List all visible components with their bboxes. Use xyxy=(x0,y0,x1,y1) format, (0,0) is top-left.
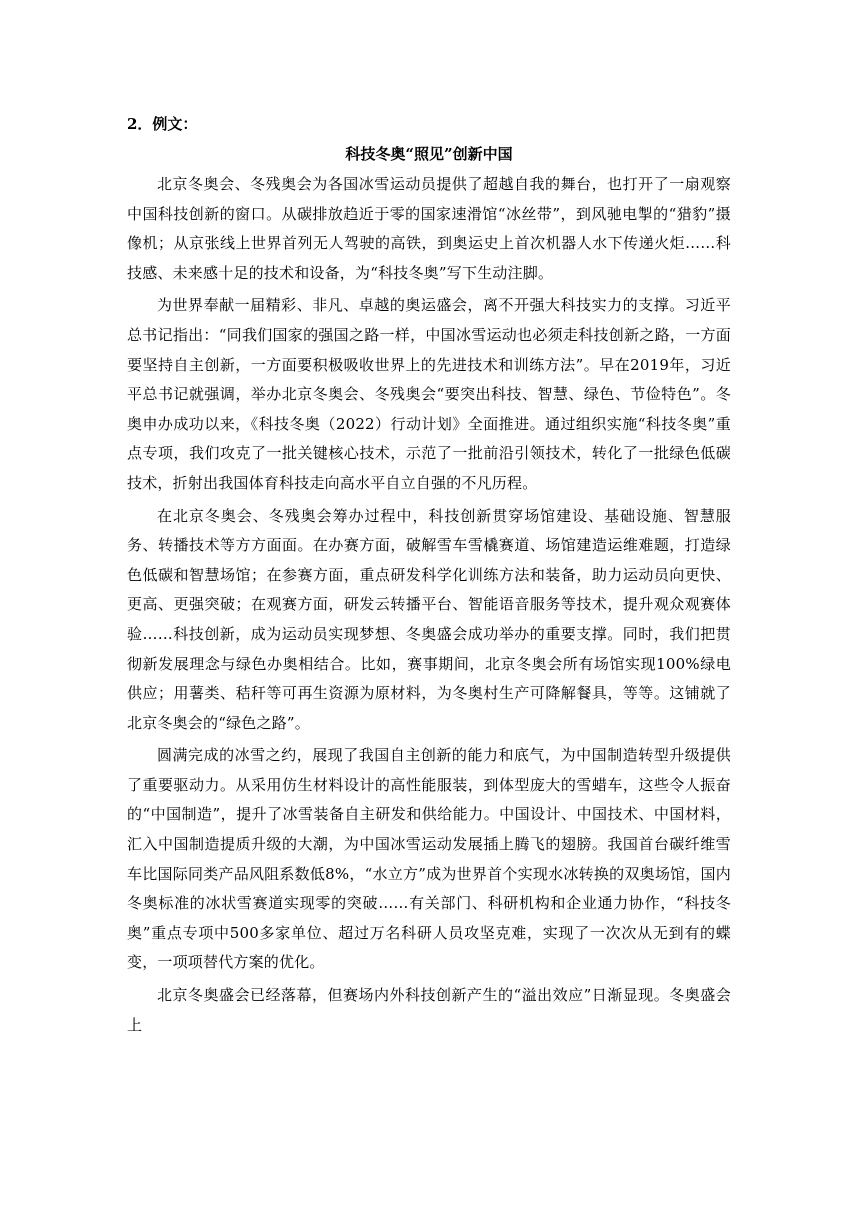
paragraph-4: 圆满完成的冰雪之约，展现了我国自主创新的能力和底气，为中国制造转型升级提供了重要驱动力。从采用仿生材料设计的高性能服装，到体型庞大的雪蜡车，这些令人振奋的“中国制造”，提升了冰雪装备自主研发和供给能力。中国设计、中国技术、中国材料，汇入中国制造提质升级的大潮，为中国冰雪运动发展插上腾飞的翅膀。我国首台碳纤维雪车比国际同类产品风阻系数低8%，“水立方”成为世界首个实现水冰转换的双奥场馆，国内冬奥标准的冰状雪赛道实现零的突破……有关部门、科研机构和企业通力协作，“科技冬奥”重点专项中500多家单位、超过万名科研人员攻坚克难，实现了一次次从无到有的蝶变，一项项替代方案的优化。 xyxy=(127,746,731,972)
paragraph-5: 北京冬奥盛会已经落幕，但赛场内外科技创新产生的“溢出效应”日渐显现。冬奥盛会上 xyxy=(127,986,731,1034)
essay-title: 科技冬奥“照见”创新中国 xyxy=(345,145,513,163)
document-page xyxy=(127,110,731,1043)
paragraph-2: 为世界奉献一届精彩、非凡、卓越的奥运盛会，离不开强大科技实力的支撑。习近平总书记指出：“同我们国家的强国之路一样，中国冰雪运动也必须走科技创新之路，一方面要坚持自主创新，一方面要积极吸收世界上的先进技术和训练方法”。早在2019年，习近平总书记就强调，举办北京冬奥会、冬残奥会“要突出科技、智慧、绿色、节俭特色”。冬奥申办成功以来，《科技冬奥（2022）行动计划》全面推进。通过组织实施“科技冬奥”重点专项，我们攻克了一批关键核心技术，示范了一批前沿引领技术，转化了一批绿色低碳技术，折射出我国体育科技走向高水平自立自强的不凡历程。 xyxy=(127,296,731,492)
paragraph-1: 北京冬奥会、冬残奥会为各国冰雪运动员提供了超越自我的舞台，也打开了一扇观察中国科技创新的窗口。从碳排放趋近于零的国家速滑馆“冰丝带”，到风驰电掣的“猎豹”摄像机；从京张线上世界首列无人驾驶的高铁，到奥运史上首次机器人水下传递火炬……科技感、未来感十足的技术和设备，为“科技冬奥”写下生动注脚。 xyxy=(127,175,731,282)
section-label: 2．例文： xyxy=(127,115,198,133)
paragraph-3: 在北京冬奥会、冬残奥会筹办过程中，科技创新贯穿场馆建设、基础设施、智慧服务、转播技术等方方面面。在办赛方面，破解雪车雪橇赛道、场馆建造运维难题，打造绿色低碳和智慧场馆；在参赛方面，重点研发科学化训练方法和装备，助力运动员向更快、更高、更强突破；在观赛方面，研发云转播平台、智能语音服务等技术，提升观众观赛体验……科技创新，成为运动员实现梦想、冬奥盛会成功举办的重要支撑。同时，我们把贯彻新发展理念与绿色办奥相结合。比如，赛事期间，北京冬奥会所有场馆实现100%绿电供应；用薯类、秸秆等可再生资源为原材料，为冬奥村生产可降解餐具，等等。这铺就了北京冬奥会的“绿色之路”。 xyxy=(127,506,731,732)
